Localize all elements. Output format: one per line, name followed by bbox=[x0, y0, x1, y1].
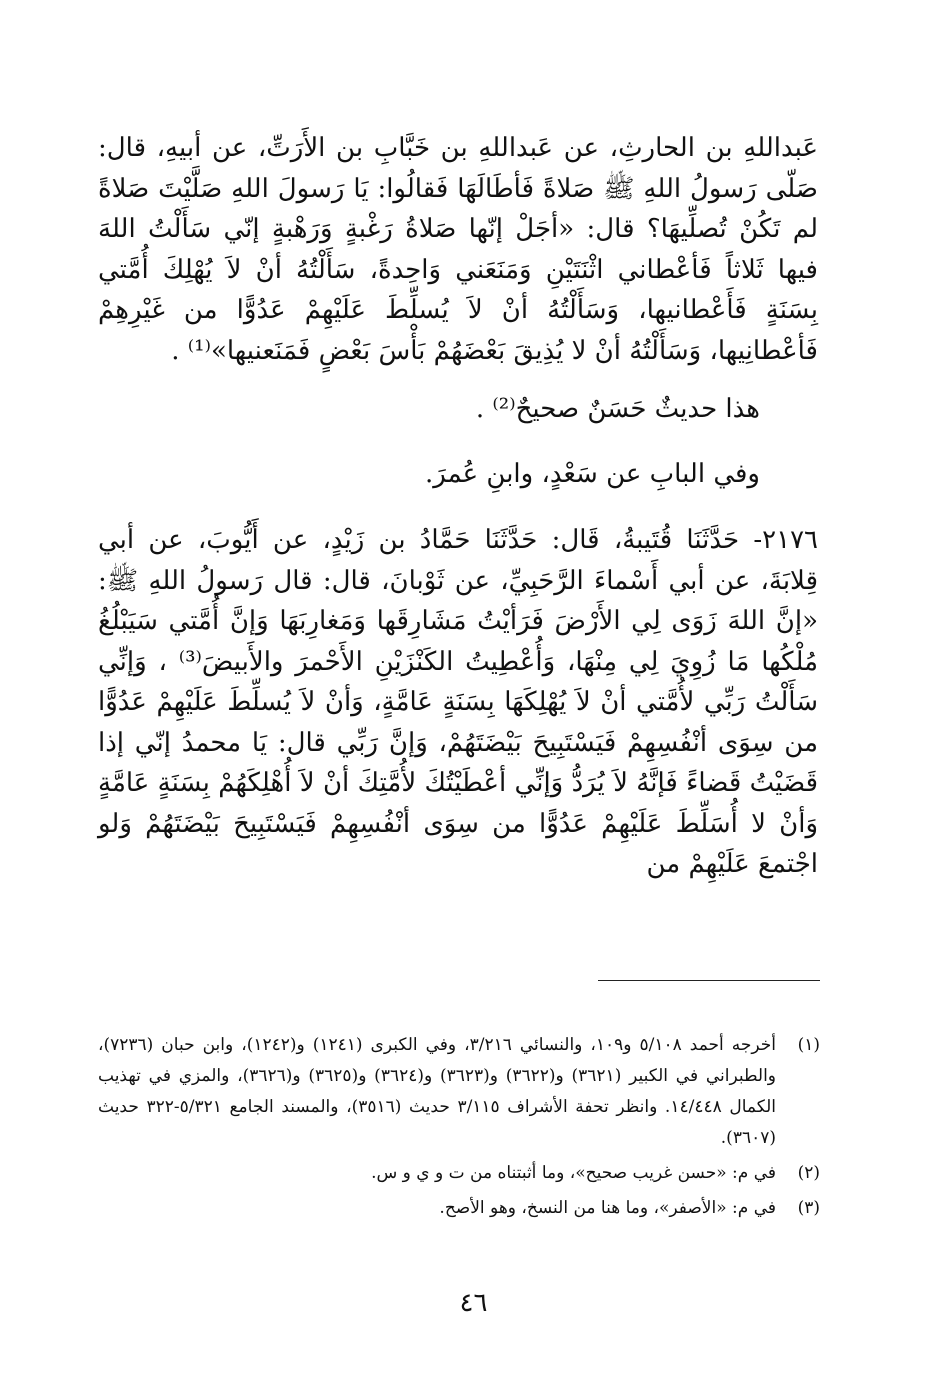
page-number: ٤٦ bbox=[459, 1288, 488, 1318]
hadith-text-paragraph: عَبداللهِ بن الحارثِ، عن عَبداللهِ بن خَبَّابِ بن الأَرَتِّ، عن أبيهِ، قال: صَلّى رَسولُ اللهِ ﷺ صَلاةً فَأطَالَهَا فَقالُوا: يَا رَسولَ اللهِ صَلَّيْتَ صَلاةً لم تَكُنْ تُصلِّيهَا؟ قال: «أجَلْ إنّها صَلاةُ رَغْبةٍ وَرَهْبةٍ إنّي سَأَلْتُ اللهَ فيها ثَلاثاً فَأعْطاني اثْنَتَيْنِ وَمَنَعَني وَاحِدةً، سَأَلْتُهُ أنْ لاَ يُهْلِكَ أُمَّتي بِسَنَةٍ فَأَعْطانيها، وَسَأَلْتُهُ أنْ لاَ يُسلِّطَ عَلَيْهِمْ عَدُوًّا من غَيْرِهِمْ فَأعْطانِيها، وَسَأَلْتُهُ أنْ لا يُذِيقَ بَعْضَهُمْ بَأْسَ بَعْضٍ فَمَنَعنيها»⁽¹⁾ . bbox=[98, 133, 818, 366]
footnote-separator bbox=[598, 980, 820, 981]
footnote-text: في م: «الأصفر»، وما هنا من النسخ، وهو الأصح. bbox=[439, 1198, 776, 1218]
footnote-3 bbox=[98, 1193, 820, 1224]
chapter-reference-line: وفي البابِ عن سَعْدٍ، وابنِ عُمرَ. bbox=[424, 458, 760, 489]
footnote-number: (٢) bbox=[797, 1163, 820, 1183]
main-text bbox=[98, 128, 818, 885]
grading-line: هذا حديثٌ حَسَنٌ صحيحٌ⁽²⁾ . bbox=[475, 394, 760, 424]
footnote-2 bbox=[98, 1158, 820, 1189]
footnote-number: (١) bbox=[797, 1035, 820, 1055]
footnote-number: (٣) bbox=[797, 1198, 820, 1218]
footnote-1 bbox=[98, 1030, 820, 1154]
footnotes bbox=[98, 1030, 820, 1224]
footnote-text: أخرجه أحمد ٥/١٠٨ و١٠٩، والنسائي ٣/٢١٦، وفي الكبرى (١٢٤١) و(١٢٤٢)، وابن حبان (٧٢٣٦)، والطبراني في الكبير (٣٦٢١) و(٣٦٢٢) و(٣٦٢٣) و(٣٦٢٤) و(٣٦٢٥) و(٣٦٢٦)، والمزي في تهذيب الكمال ١٤/٤٤٨. وانظر تحفة الأشراف ٣/١١٥ حديث (٣٥١٦)، والمسند الجامع ٥/٣٢١-٣٢٢ حديث (٣٦٠٧). bbox=[98, 1035, 777, 1148]
footnote-text: في م: «حسن غريب صحيح»، وما أثبتناه من ت و ي و س. bbox=[371, 1163, 776, 1183]
hadith-2176-paragraph: ٢١٧٦- حَدَّثَنَا قُتَيبةُ، قَال: حَدَّثَنَا حَمَّادُ بن زَيْدٍ، عن أَيُّوبَ، عن أبي قِلابَةَ، عن أبي أَسْماءَ الرَّحَبِيِّ، عن ثَوْبانَ، قال: قال رَسولُ اللهِ ﷺ: «إنَّ اللهَ زَوَى لِي الأَرْضَ فَرَأيْتُ مَشَارِقَها وَمَغارِبَهَا وَإنَّ أُمَّتي سَيَبْلُغُ مُلْكُها مَا زُوِيَ لِي مِنْهَا، وَأُعْطِيتُ الكَنْزَيْنِ الأَحْمرَ والأَبيضَ⁽³⁾ ، وَإنِّي سَأَلْتُ رَبِّي لأُمَّتي أنْ لاَ يُهْلِكَهَا بِسَنَةٍ عَامَّةٍ، وَأنْ لاَ يُسلِّطَ عَلَيْهِمْ عَدُوًّا من سِوَى أنْفُسِهِمْ فَيَسْتَبِيحَ بَيْضَتَهُمْ، وَإنَّ رَبِّي قال: يَا محمدُ إنّي إذا قَضَيْتُ قَضاءً فَإنَّهُ لاَ يُرَدُّ وَإنِّي أعْطَيْتُكَ لأُمَّتِكَ أنْ لاَ أُهْلِكَهُمْ بِسَنَةٍ عَامَّةٍ وَأنْ لا أُسَلِّطَ عَلَيْهِمْ عَدُوًّا من سِوَى أنْفُسِهِمْ فَيَسْتَبِيحَ بَيْضَتَهُمْ وَلو اجْتمعَ عَلَيْهِمْ من bbox=[98, 525, 818, 879]
